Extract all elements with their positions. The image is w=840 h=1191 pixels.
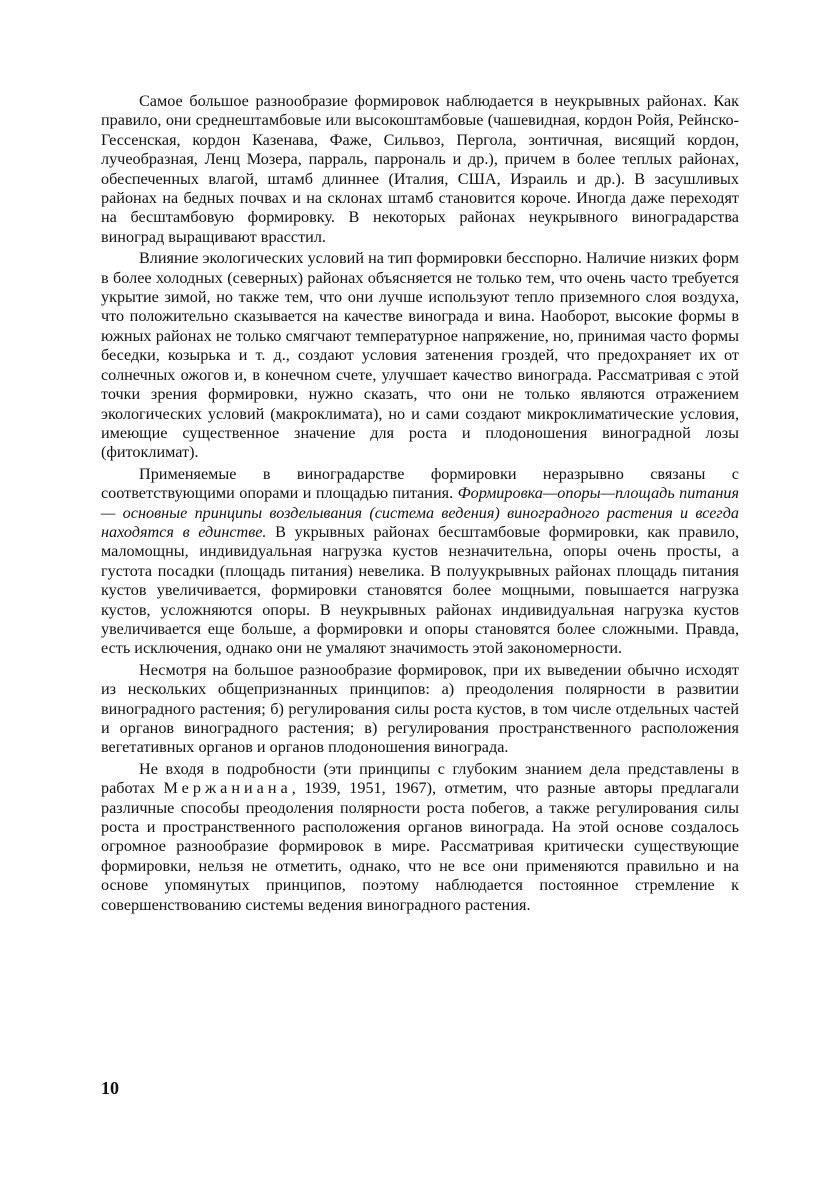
page-body (101, 92, 739, 915)
paragraph-5 (101, 760, 739, 915)
paragraph-3-text-after: В укрывных районах бесштамбовые формировки, как правило, маломощны, индивидуальная нагрузка кустов незначительна, опоры очень просты, а густота посадки (площадь питания) невелика. В полуукрывных районах площадь питания кустов увеличивается, формировки становятся более мощными, повышается нагрузка кустов, усложняются опоры. В неукрывных районах индивидуальная нагрузка кустов увеличивается еще больше, а формировки и опоры становятся более сложными. Правда, есть исключения, однако они не умаляют значимость этой закономерности. (101, 522, 739, 658)
paragraph-2: Влияние экологических условий на тип формировки бесспорно. Наличие низких форм в более холодных (северных) районах объясняется не только тем, что очень часто требуется укрытие зимой, но также тем, что они лучше используют тепло приземного слоя воздуха, что положительно сказывается на качестве винограда и вина. Наоборот, высокие формы в южных районах не только смягчают температурное напряжение, но, принимая часто формы беседки, козырька и т. д., создают условия затенения гроздей, что предохраняет их от солнечных ожогов и, в конечном счете, улучшает качество винограда. Рассматривая с этой точки зрения формировки, нужно сказать, что они не только являются отражением экологических условий (макроклимата), но и сами создают микроклиматические условия, имеющие существенное значение для роста и плодоношения виноградной лозы (фитоклимат). (101, 249, 739, 462)
paragraph-5-text-before: Не входя в подробности (эти принципы с глубоким знанием дела представлены в работах (101, 759, 739, 798)
page-number: 10 (101, 1078, 119, 1098)
paragraph-4: Несмотря на большое разнообразие формировок, при их выведении обычно исходят из нескольких общепризнанных принципов: а) преодоления полярности в развитии виноградного растения; б) регулирования силы роста кустов, в том числе отдельных частей и органов виноградного растения; в) регулирования пространственного расположения вегетативных органов и органов плодоношения винограда. (101, 660, 739, 757)
paragraph-5-text-after: , 1939, 1951, 1967), отметим, что разные авторы предлагали различные способы преодоления полярности роста побегов, а также регулирования силы роста и пространственного расположения органов винограда. На этой основе создалось огромное разнообразие формировок в мире. Рассматривая критически существующие формировки, нельзя не отметить, однако, что не все они применяются правильно и на основе упомянутых принципов, поэтому наблюдается постоянное стремление к совершенствованию системы ведения виноградного растения. (101, 779, 739, 914)
paragraph-3-text-before: Применяемые в виноградарстве формировки неразрывно связаны с соответствующими опорами и площадью питания. (101, 464, 739, 503)
paragraph-1: Самое большое разнообразие формировок наблюдается в неукрывных районах. Как правило, они среднештамбовые или высокоштамбовые (чашевидная, кордон Ройя, Рейнско-Гессенская, кордон Казенава, Фаже, Сильвоз, Пергола, зонтичная, висящий кордон, лучеобразная, Ленц Мозера, парраль, паррональ и др.), причем в более теплых районах, обеспеченных влагой, штамб длиннее (Италия, США, Израиль и др.). В засушливых районах на бедных почвах и на склонах штамб становится короче. Иногда даже переходят на бесштамбовую формировку. В некоторых районах неукрывного виноградарства виноград выращивают врасстил. (101, 92, 739, 246)
paragraph-3-emphasis: Формировка—опоры—площадь питания — основные принципы возделывания (система ведения) виноградного растения и всегда находятся в единстве. (101, 484, 739, 541)
paragraph-3 (101, 465, 739, 659)
author-name-spaced: Мержаниана (163, 779, 292, 798)
